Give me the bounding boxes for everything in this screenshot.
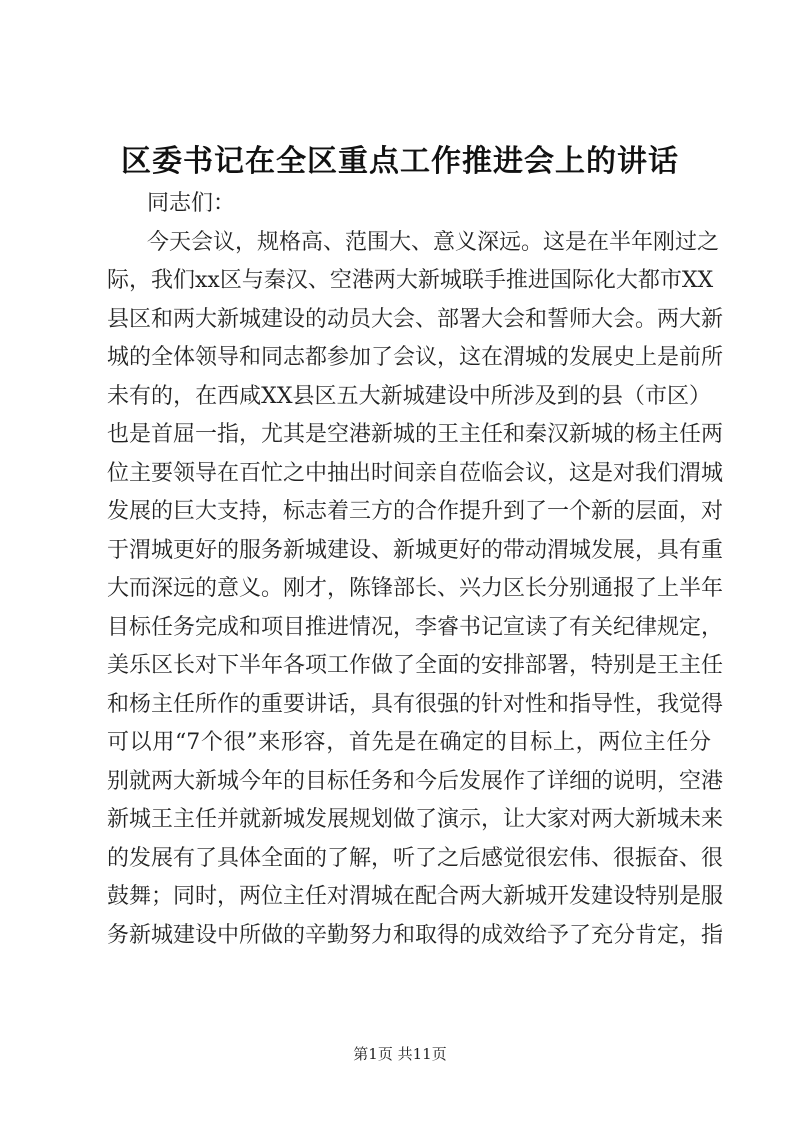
paragraph-line: 目标任务完成和项目推进情况，李睿书记宣读了有关纪律规定，: [107, 614, 724, 640]
paragraph-line: 和杨主任所作的重要讲话，具有很强的针对性和指导性，我觉得: [107, 691, 724, 717]
document-body: [107, 185, 724, 955]
greeting-line: 同志们：: [147, 191, 236, 216]
document-title: 区委书记在全区重点工作推进会上的讲话: [121, 144, 679, 179]
paragraph-line: 际，我们xx区与秦汉、空港两大新城联手推进国际化大都市XX: [107, 268, 714, 293]
paragraph-line: 发展的巨大支持，标志着三方的合作提升到了一个新的层面，对: [107, 499, 724, 524]
paragraph-line: 也是首屈一指，尤其是空港新城的王主任和秦汉新城的杨主任两: [107, 422, 724, 447]
paragraph-line: 今天会议，规格高、范围大、意义深远。这是在半年刚过之: [147, 229, 720, 255]
page-number-footer: 第1页 共11页: [353, 1045, 447, 1063]
paragraph-line: 的发展有了具体全面的了解，听了之后感觉很宏伟、很振奋、很: [107, 845, 724, 871]
paragraph-line: 未有的，在西咸XX县区五大新城建设中所涉及到的县（市区）: [107, 383, 711, 409]
paragraph-line: 务新城建设中所做的辛勤努力和取得的成效给予了充分肯定，指: [107, 922, 724, 948]
paragraph-line: 鼓舞；同时，两位主任对渭城在配合两大新城开发建设特别是服: [107, 884, 724, 909]
paragraph-line: 大而深远的意义。刚才，陈锋部长、兴力区长分别通报了上半年: [107, 576, 724, 601]
paragraph-line: 别就两大新城今年的目标任务和今后发展作了详细的说明，空港: [107, 768, 724, 794]
paragraph-line: 可以用“7个很”来形容，首先是在确定的目标上，两位主任分: [107, 730, 711, 755]
paragraph-line: 美乐区长对下半年各项工作做了全面的安排部署，特别是王主任: [107, 653, 724, 678]
paragraph-line: 位主要领导在百忙之中抽出时间亲自莅临会议，这是对我们渭城: [107, 460, 724, 486]
paragraph-line: 新城王主任并就新城发展规划做了演示，让大家对两大新城未来: [107, 807, 724, 832]
paragraph-line: 于渭城更好的服务新城建设、新城更好的带动渭城发展，具有重: [107, 537, 724, 563]
paragraph-line: 县区和两大新城建设的动员大会、部署大会和誓师大会。两大新: [107, 306, 724, 332]
paragraph-line: 城的全体领导和同志都参加了会议，这在渭城的发展史上是前所: [107, 345, 724, 370]
